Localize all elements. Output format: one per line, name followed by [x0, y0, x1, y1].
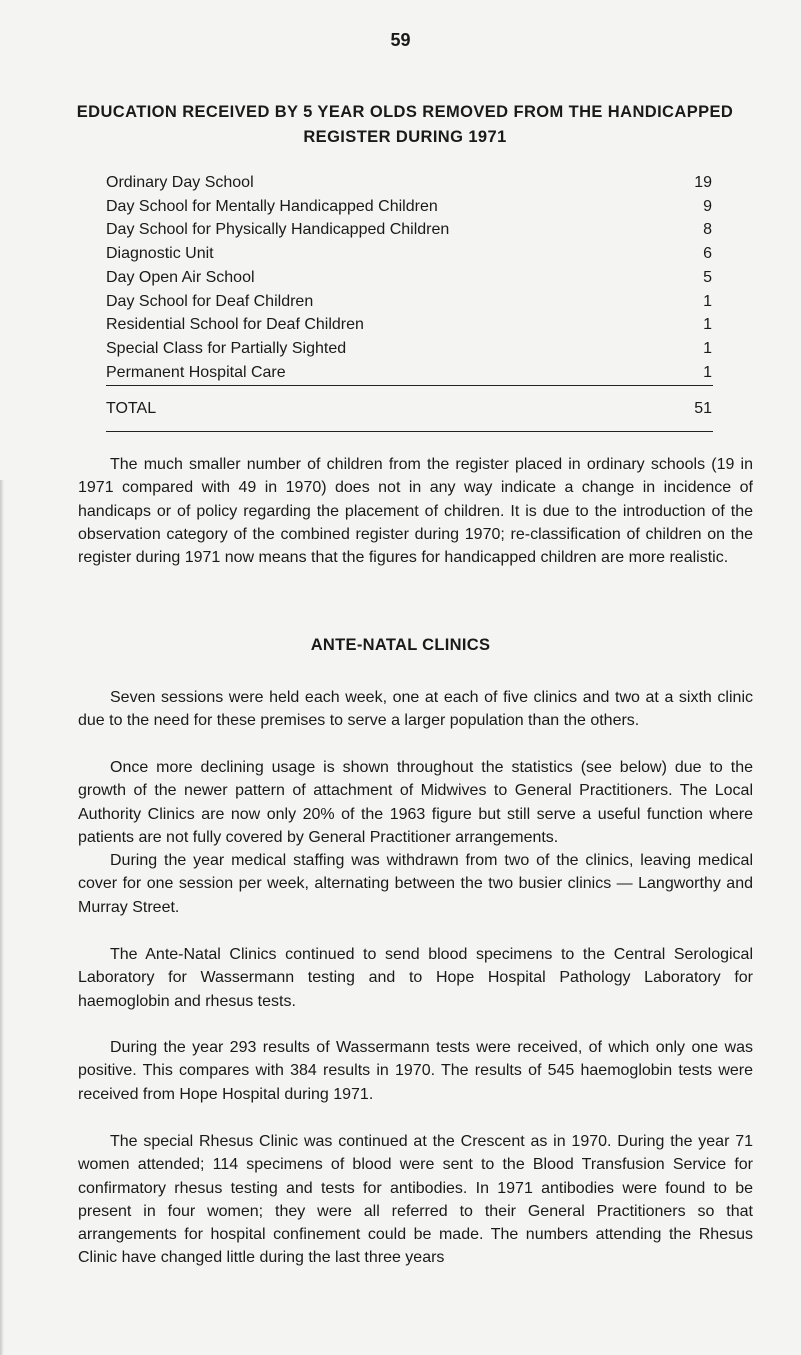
table-row: [106, 171, 716, 195]
table-row: [106, 361, 716, 385]
row-label: Day School for Physically Handicapped Children: [106, 221, 450, 239]
scan-margin-shadow: [0, 480, 4, 1355]
paragraph-declining-usage: Once more declining usage is shown throughout the statistics (see below) due to the growth of the newer pattern of attachment of Midwives to General Practitioners. The Local Authority Clinics are now only 20% of the 1963 figure but still serve a useful function where patients are not fully covered by General Practitioner arrangements.: [78, 759, 753, 846]
total-label: TOTAL: [106, 400, 157, 417]
row-label: Residential School for Deaf Children: [106, 316, 364, 334]
table-row: [106, 242, 716, 266]
table-row: [106, 195, 716, 219]
table-total-row: [106, 400, 716, 418]
table-title: EDUCATION RECEIVED BY 5 YEAR OLDS REMOVED FROM THE HANDICAPPED REGISTER DURING 1971: [76, 103, 734, 146]
table-row: [106, 290, 716, 314]
paragraph-sessions: Seven sessions were held each week, one at each of five clinics and two at a sixth clinic due to the need for these premises to serve a larger population than the others.: [78, 689, 753, 730]
table-row: [106, 266, 716, 290]
row-value: 5: [703, 268, 712, 286]
row-label: Permanent Hospital Care: [106, 363, 286, 381]
paragraph-medical-staffing: During the year medical staffing was withdrawn from two of the clinics, leaving medical cover for one session per week, alternating between the two busier clinics — Langworthy and Murray Street.: [78, 852, 753, 916]
row-value: 19: [694, 174, 712, 191]
table-row: [106, 313, 716, 337]
total-value: 51: [694, 400, 712, 417]
paragraph-rhesus-clinic: The special Rhesus Clinic was continued at the Crescent as in 1970. During the year 71 women attended; 114 specimens of blood were sent to the Blood Transfusion Service for confirmatory rhesus testing and tests for antibodies. In 1971 antibodies were found to be present in four women; they were all referred to their General Practitioners so that arrangements for hospital confinement could be made. The numbers attending the Rhesus Clinic have changed little during the last three years: [78, 1133, 753, 1267]
paragraph-register: The much smaller number of children from the register placed in ordinary schools (19 in 1971 compared with 49 in 1970) does not in any way indicate a change in incidence of handicaps or of policy regarding the placement of children. It is due to the introduction of the observation category of the combined register during 1970; re-classification of children on the register during 1971 now means that the figures for handicapped children are more realistic.: [78, 456, 753, 567]
row-value: 1: [703, 363, 712, 381]
section-heading-antenatal: ANTE-NATAL CLINICS: [310, 636, 491, 654]
row-value: 1: [703, 292, 712, 310]
row-label: Day School for Deaf Children: [106, 292, 314, 310]
row-value: 8: [703, 221, 712, 239]
row-value: 9: [703, 197, 712, 215]
table-row: [106, 218, 716, 242]
row-label: Special Class for Partially Sighted: [106, 339, 347, 357]
table-row: [106, 337, 716, 361]
table-rule-bottom: [106, 431, 713, 432]
row-label: Day School for Mentally Handicapped Children: [106, 197, 438, 215]
paragraph-blood-specimens: The Ante-Natal Clinics continued to send blood specimens to the Central Serological Laboratory for Wassermann testing and to Hope Hospital Pathology Laboratory for haemoglobin and rhesus tests.: [78, 946, 753, 1010]
paragraph-wassermann: During the year 293 results of Wassermann tests were received, of which only one was positive. This compares with 384 results in 1970. The results of 545 haemoglobin tests were received from Hope Hospital during 1971.: [78, 1039, 753, 1103]
education-table: [106, 171, 716, 384]
page-number: 59: [390, 30, 411, 50]
row-value: 1: [703, 339, 712, 357]
row-value: 6: [703, 245, 712, 263]
row-label: Day Open Air School: [106, 268, 255, 286]
row-label: Ordinary Day School: [106, 174, 254, 191]
row-value: 1: [703, 316, 712, 334]
table-rule-top: [106, 385, 713, 386]
row-label: Diagnostic Unit: [106, 245, 214, 263]
